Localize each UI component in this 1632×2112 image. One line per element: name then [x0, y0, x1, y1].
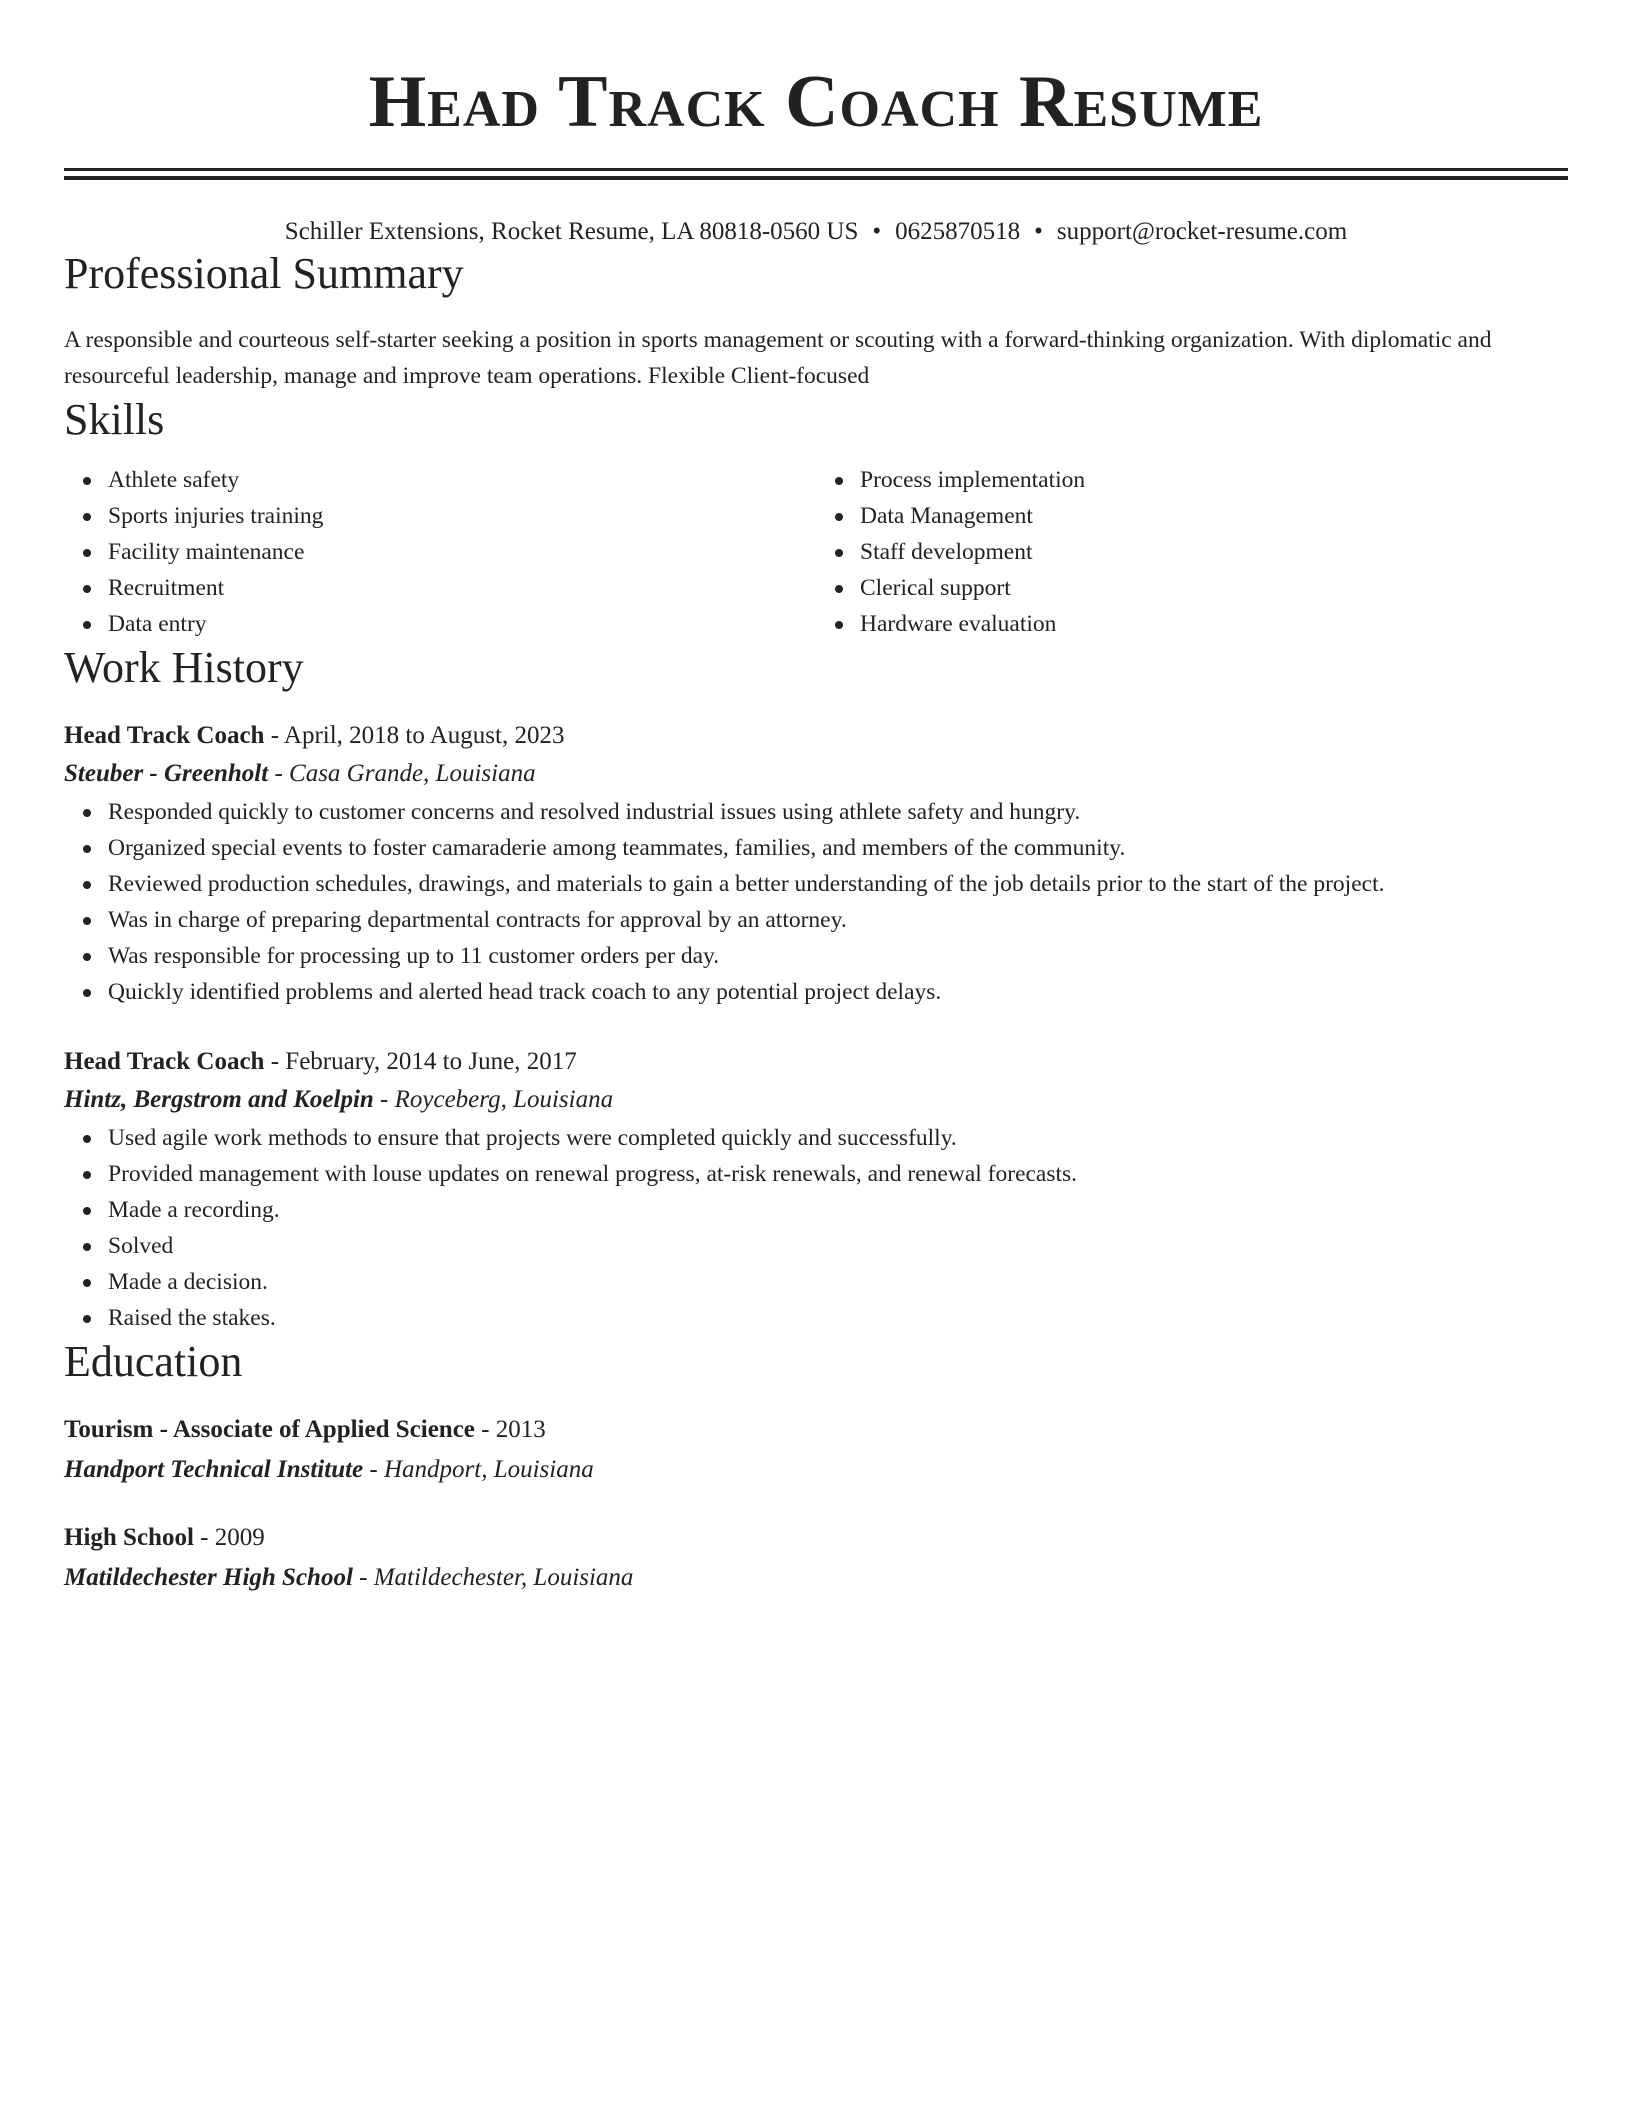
education-school-line — [64, 1558, 1568, 1598]
job-bullet: Was responsible for processing up to 11 customer orders per day. — [108, 938, 1568, 974]
skill-item: Staff development — [860, 534, 1568, 570]
education-degree: High School — [64, 1524, 194, 1551]
education-school: Handport Technical Institute — [64, 1456, 364, 1483]
education-heading: Education — [64, 1337, 243, 1386]
job-dates: - April, 2018 to August, 2023 — [264, 722, 565, 749]
skill-item: Recruitment — [108, 570, 816, 606]
education-degree: Tourism - Associate of Applied Science — [64, 1416, 475, 1443]
contact-email[interactable]: support@rocket-resume.com — [1056, 218, 1348, 245]
title-rule-top — [64, 168, 1568, 171]
job-company-line — [64, 1080, 1568, 1120]
skills-list — [64, 462, 1568, 642]
education-location: - Matildechester, Louisiana — [352, 1564, 634, 1591]
job-bullet: Organized special events to foster camaraderie among teammates, families, and members of the community. — [108, 830, 1568, 866]
job-company: Hintz, Bergstrom and Koelpin — [64, 1086, 374, 1113]
skills-column-right — [816, 462, 1568, 642]
skill-item: Athlete safety — [108, 462, 816, 498]
job-location: - Casa Grande, Louisiana — [268, 760, 536, 787]
work-history-heading: Work History — [64, 643, 304, 692]
job-entry — [64, 1044, 1568, 1336]
job-title-line — [64, 1044, 1568, 1080]
job-location: - Royceberg, Louisiana — [373, 1086, 614, 1113]
job-title-line — [64, 718, 1568, 754]
education-degree-line — [64, 1518, 1568, 1558]
job-bullet: Provided management with louse updates on renewal progress, at-risk renewals, and renewal forecasts. — [108, 1156, 1568, 1192]
job-bullets — [64, 1120, 1568, 1336]
job-entry — [64, 718, 1568, 1010]
resume-title: Head Track Coach Resume — [368, 61, 1264, 143]
job-title: Head Track Coach — [64, 1048, 265, 1075]
skills-heading: Skills — [64, 395, 165, 444]
job-bullet: Made a recording. — [108, 1192, 1568, 1228]
contact-phone: 0625870518 — [895, 218, 1021, 245]
skill-item: Hardware evaluation — [860, 606, 1568, 642]
job-bullet: Made a decision. — [108, 1264, 1568, 1300]
contact-separator: • — [1034, 218, 1043, 245]
job-bullet: Solved — [108, 1228, 1568, 1264]
skill-item: Facility maintenance — [108, 534, 816, 570]
job-bullet: Was in charge of preparing departmental contracts for approval by an attorney. — [108, 902, 1568, 938]
contact-separator: • — [872, 218, 882, 245]
education-school-line — [64, 1450, 1568, 1490]
contact-line — [64, 216, 1568, 248]
education-year: - 2013 — [474, 1416, 546, 1443]
job-title: Head Track Coach — [64, 722, 265, 749]
job-bullets — [64, 794, 1568, 1010]
education-year: - 2009 — [193, 1524, 265, 1551]
education-location: - Handport, Louisiana — [363, 1456, 594, 1483]
job-bullet: Responded quickly to customer concerns and resolved industrial issues using athlete safety and hungry. — [108, 794, 1568, 830]
skill-item: Process implementation — [860, 462, 1568, 498]
education-degree-line — [64, 1410, 1568, 1450]
skill-item: Clerical support — [860, 570, 1568, 606]
education-entry — [64, 1518, 1568, 1598]
skill-item: Sports injuries training — [108, 498, 816, 534]
summary-text: A responsible and courteous self-starter seeking a position in sports management or scouting with a forward-thinking organization. With diplomatic and resourceful leadership, manage and improve team operations. Flexible Client-focused — [64, 327, 1492, 389]
skills-column-left — [64, 462, 816, 642]
job-bullet: Reviewed production schedules, drawings, and materials to gain a better understanding of the job details prior to the start of the project. — [108, 866, 1568, 902]
skill-item: Data entry — [108, 606, 816, 642]
job-company: Steuber - Greenholt — [64, 760, 269, 787]
education-school: Matildechester High School — [64, 1564, 353, 1591]
summary-heading: Professional Summary — [64, 249, 464, 298]
title-rule-bottom — [64, 176, 1568, 180]
job-bullet: Used agile work methods to ensure that projects were completed quickly and successfully. — [108, 1120, 1568, 1156]
job-dates: - February, 2014 to June, 2017 — [264, 1048, 577, 1075]
contact-address: Schiller Extensions, Rocket Resume, LA 80818-0560 US — [284, 218, 859, 245]
education-entry — [64, 1410, 1568, 1490]
skill-item: Data Management — [860, 498, 1568, 534]
job-bullet: Quickly identified problems and alerted head track coach to any potential project delays. — [108, 974, 1568, 1010]
job-company-line — [64, 754, 1568, 794]
job-bullet: Raised the stakes. — [108, 1300, 1568, 1336]
